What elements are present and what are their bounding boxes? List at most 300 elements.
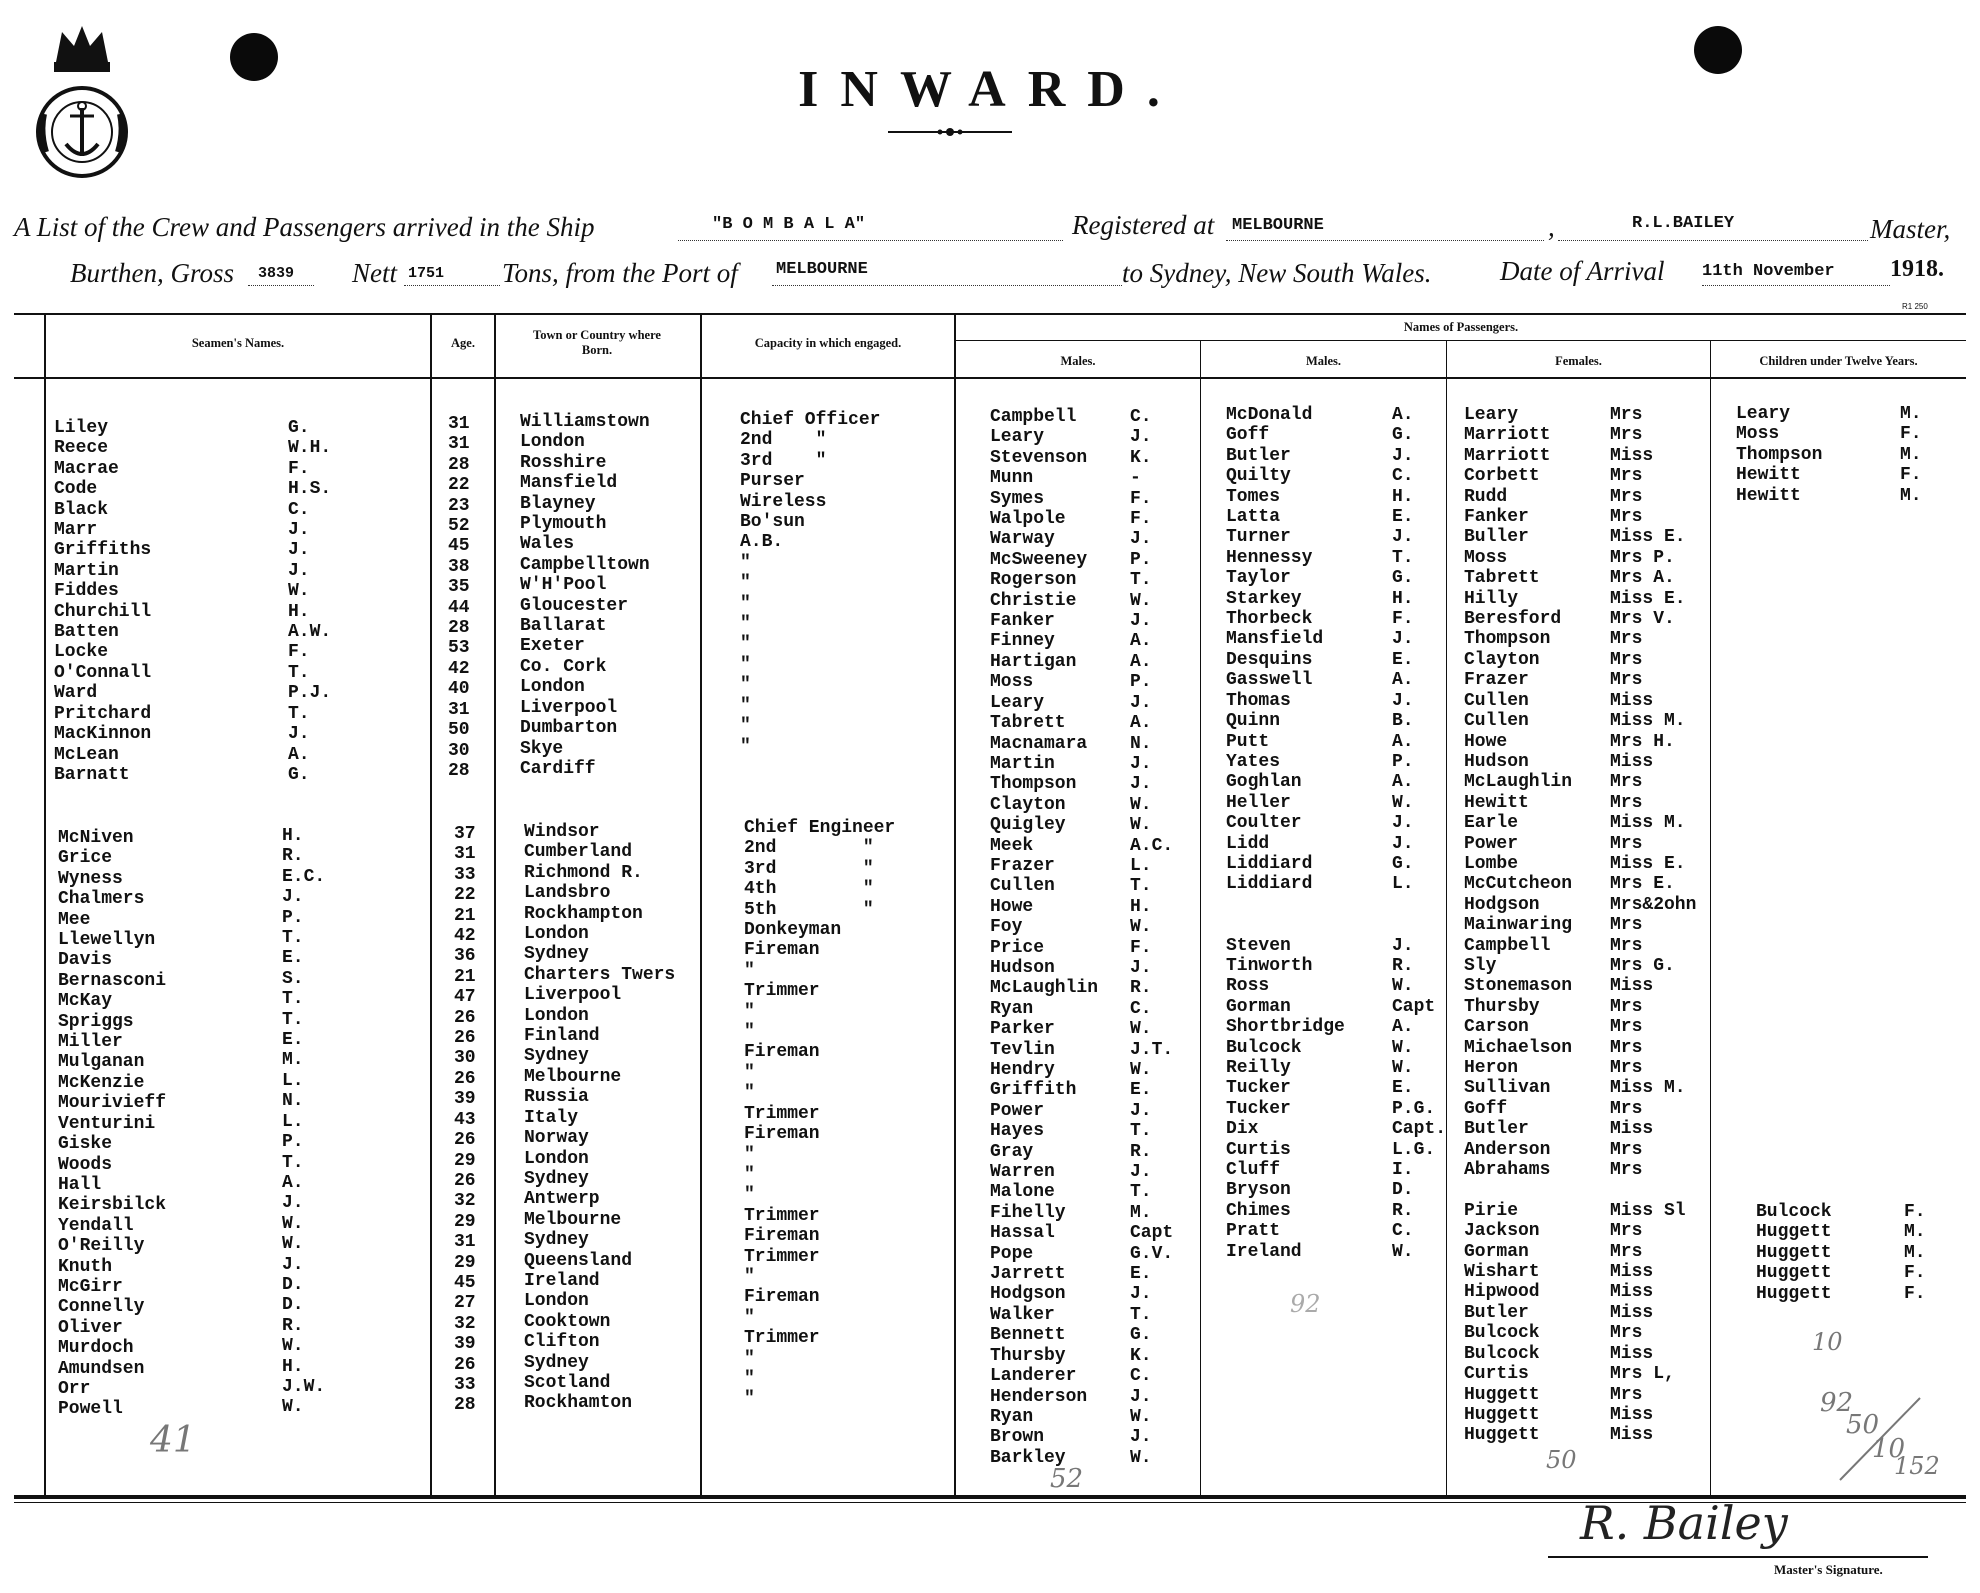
male-passenger-initials-2-entry: C.	[1392, 1221, 1414, 1242]
female-passenger-surnames-entry: Howe	[1464, 731, 1508, 752]
male-passenger-initials-2-entry: W.	[1392, 1058, 1414, 1078]
male-passenger-surnames-1-entry: Henderson	[990, 1386, 1088, 1407]
female-passenger-titles-entry: Mrs	[1610, 507, 1643, 528]
male-passenger-initials-1-entry: Capt	[1130, 1223, 1174, 1244]
male-passenger-initials-2-entry: H.	[1392, 486, 1414, 507]
arrival-date-line	[1702, 285, 1890, 286]
engine-crew-initials-entry: T.	[282, 1152, 304, 1173]
engine-crew-birthplaces-entry: Sydney	[524, 1352, 589, 1373]
male-passenger-surnames-1-entry: McLaughlin	[990, 978, 1099, 999]
male-passenger-surnames-1-entry: Hendry	[990, 1060, 1055, 1080]
female-passenger-surnames-entry: Lombe	[1464, 853, 1519, 874]
engine-crew-initials-entry: D.	[282, 1295, 304, 1316]
engine-crew-initials-entry: A.	[282, 1172, 304, 1193]
engine-crew-surnames-entry: Giske	[58, 1134, 113, 1155]
female-passenger-titles-entry: Mrs	[1610, 405, 1643, 425]
officer-capacities-entry: "	[740, 675, 751, 696]
officer-initials-entry: T.	[288, 703, 310, 724]
female-passenger-titles-entry: Mrs V.	[1610, 609, 1675, 630]
female-passenger-titles-entry: Miss	[1610, 445, 1654, 466]
male-passenger-surnames-1-entry: Howe	[990, 896, 1034, 917]
title-ornament-icon	[888, 126, 1012, 138]
engine-crew-surnames	[58, 828, 166, 1420]
engine-crew-birthplaces-entry: Melbourne	[524, 1209, 622, 1230]
officer-birthplaces-entry: Exeter	[520, 636, 585, 657]
officer-capacities-entry: "	[740, 614, 751, 635]
officer-ages-entry: 31	[448, 414, 470, 434]
female-passenger-surnames-entry: Butler	[1464, 1302, 1529, 1323]
engine-crew-ages-entry: 30	[454, 1048, 476, 1069]
engine-crew-ages-entry: 26	[454, 1007, 476, 1028]
male-passenger-initials-1-entry: C.	[1130, 998, 1152, 1019]
officer-birthplaces-entry: Mansfield	[520, 473, 618, 494]
female-passenger-titles-entry: Miss M.	[1610, 1078, 1686, 1099]
engine-crew-surnames-entry: Amundsen	[58, 1358, 145, 1379]
officer-surnames-entry: Reece	[54, 438, 109, 459]
female-passenger-titles-entry: Miss	[1610, 690, 1654, 711]
engine-crew-capacities-entry: Trimmer	[744, 981, 820, 1002]
officer-ages-entry: 42	[448, 658, 470, 679]
engine-crew-surnames-entry: Mourivieff	[58, 1093, 167, 1114]
female-passenger-titles-entry: Mrs	[1610, 996, 1643, 1017]
female-passenger-titles-entry: Miss Sl	[1610, 1200, 1686, 1221]
male-passenger-initials-1-entry: -	[1130, 468, 1141, 489]
engine-crew-capacities-entry: "	[744, 1001, 755, 1022]
engine-crew-ages-entry: 29	[454, 1211, 476, 1232]
female-passenger-titles-entry: Mrs L,	[1610, 1364, 1675, 1385]
male-passenger-initials-1-entry: A.C.	[1130, 835, 1174, 856]
female-passenger-titles-entry: Mrs	[1610, 1037, 1643, 1058]
officer-surnames-entry: Barnatt	[54, 764, 130, 785]
engine-crew-capacities-entry: "	[744, 1348, 755, 1369]
male-passenger-surnames-2-entry: Quinn	[1226, 711, 1281, 732]
male-passenger-initials-1-entry: F.	[1130, 488, 1152, 509]
male-passenger-initials-1-entry: W.	[1130, 1019, 1152, 1040]
male-passenger-initials-1-entry: T.	[1130, 876, 1152, 897]
male-passenger-initials-2-entry: J.	[1392, 813, 1414, 834]
master-name-line	[1558, 240, 1868, 241]
engine-crew-initials-entry: D.	[282, 1274, 304, 1295]
males-header-2: Males.	[1305, 354, 1342, 368]
children-surnames-2	[1756, 1202, 1832, 1304]
officer-capacities-entry: "	[740, 716, 751, 737]
engine-crew-ages-entry: 28	[454, 1395, 476, 1416]
female-passenger-surnames-entry: Heron	[1464, 1058, 1519, 1078]
officer-capacities-entry: "	[740, 634, 751, 655]
engine-crew-surnames-entry: Llewellyn	[58, 930, 156, 951]
engine-crew-capacities-entry: "	[744, 1185, 755, 1206]
male-passenger-surnames-2-entry: Turner	[1226, 527, 1291, 548]
officer-birthplaces-entry: London	[520, 432, 585, 453]
engine-crew-capacities-entry: "	[744, 1307, 755, 1328]
col-divider	[700, 314, 702, 1496]
officer-surnames-entry: Martin	[54, 560, 119, 581]
male-passenger-initials-1-entry: J.	[1130, 611, 1152, 632]
male-passenger-initials-1-entry: J.	[1130, 427, 1152, 448]
male-passenger-initials-1-entry: W.	[1130, 1060, 1152, 1080]
children-sex-2-entry: M.	[1904, 1222, 1926, 1243]
engine-crew-surnames-entry: Grice	[58, 848, 113, 869]
male-passenger-initials-1-entry: J.	[1130, 1427, 1152, 1448]
male-passenger-surnames-1-entry: Frazer	[990, 855, 1055, 876]
male-passenger-surnames-1-entry: Ryan	[990, 998, 1034, 1019]
female-passenger-titles-entry: Miss E.	[1610, 527, 1686, 548]
male-passenger-surnames-2-entry: Pratt	[1226, 1221, 1281, 1242]
male-passenger-surnames-1-entry: Symes	[990, 488, 1045, 509]
male-passenger-initials-2	[1392, 405, 1446, 1262]
male-passenger-initials-1-entry: J.	[1130, 1100, 1152, 1121]
male-passenger-surnames-2-entry	[1226, 895, 1345, 915]
children-surnames-1-entry: Leary	[1736, 404, 1791, 424]
male-passenger-initials-2-entry: J.	[1392, 690, 1414, 711]
seamen-names-header: Seamen's Names.	[191, 336, 285, 350]
male-passenger-surnames-1-entry: Walker	[990, 1304, 1055, 1325]
male-passenger-surnames-1-entry: Pope	[990, 1243, 1034, 1264]
engine-crew-surnames-entry: Oliver	[58, 1317, 123, 1338]
crew-tally: 41	[150, 1420, 196, 1461]
officer-ages-entry: 31	[448, 699, 470, 720]
officer-ages-entry: 28	[448, 760, 470, 781]
children-tally: 10	[1812, 1328, 1843, 1356]
male-passenger-surnames-2-entry: Ireland	[1226, 1241, 1302, 1262]
engine-crew-birthplaces-entry: Liverpool	[524, 985, 622, 1006]
female-passenger-titles-entry: Miss	[1610, 1404, 1654, 1425]
female-passenger-surnames	[1464, 405, 1572, 1446]
engine-crew-surnames-entry: Wyness	[58, 868, 123, 889]
male-passenger-surnames-2	[1226, 405, 1345, 1262]
male-passenger-surnames-2-entry: Quilty	[1226, 466, 1291, 487]
col-divider	[1200, 341, 1201, 1496]
male-passenger-surnames-1-entry: Moss	[990, 672, 1034, 693]
male-passenger-initials-2-entry: L.	[1392, 874, 1414, 895]
female-passenger-surnames-entry: Beresford	[1464, 609, 1562, 630]
male-passenger-initials-1-entry: J.	[1130, 753, 1152, 774]
officer-initials-entry: J.	[288, 560, 310, 581]
male-passenger-initials-1-entry: J.	[1130, 692, 1152, 713]
female-passenger-titles-entry: Mrs	[1610, 1384, 1643, 1405]
male-passenger-initials-2-entry: J.	[1392, 935, 1414, 956]
children-surnames-2-entry: Huggett	[1756, 1283, 1832, 1304]
officer-birthplaces-entry: Gloucester	[520, 595, 629, 616]
engine-crew-surnames-entry: Woods	[58, 1154, 113, 1175]
female-passenger-surnames-entry: Cullen	[1464, 711, 1529, 732]
signature-line	[1548, 1556, 1928, 1558]
females-header: Females.	[1555, 354, 1602, 368]
born-header: Town or Country where Born.	[533, 328, 661, 357]
officer-birthplaces-entry: Liverpool	[520, 697, 618, 718]
female-passenger-titles-entry: Miss E.	[1610, 853, 1686, 874]
officer-capacities	[740, 410, 880, 777]
officer-ages-entry: 31	[448, 434, 470, 455]
male-passenger-initials-2-entry: T.	[1392, 547, 1414, 568]
officer-surnames-entry: Churchill	[54, 601, 152, 622]
engine-crew-birthplaces-entry: Charters Twers	[524, 964, 676, 985]
officer-ages-entry: 38	[448, 556, 470, 577]
male-passenger-surnames-2-entry: Goff	[1226, 425, 1270, 446]
officer-birthplaces-entry: Wales	[520, 534, 575, 555]
children-sex-2-entry: F.	[1904, 1263, 1926, 1284]
officer-capacities-entry	[740, 757, 880, 777]
list-heading-label: A List of the Crew and Passengers arrived in the Ship	[14, 212, 595, 242]
male-passenger-surnames-2-entry: Tucker	[1226, 1098, 1291, 1119]
children-surnames-2-entry: Huggett	[1756, 1222, 1832, 1243]
engine-crew-birthplaces-entry: Ireland	[524, 1270, 600, 1291]
male-passenger-surnames-2-entry: Bryson	[1226, 1180, 1291, 1201]
female-passenger-surnames-entry: Cullen	[1464, 690, 1529, 711]
children-header: Children under Twelve Years.	[1759, 354, 1918, 368]
officer-birthplaces-entry: Campbelltown	[520, 554, 650, 575]
female-passenger-surnames-entry: Hewitt	[1464, 792, 1529, 813]
officer-initials-entry: F.	[288, 642, 310, 663]
male-passenger-surnames-2-entry: Starkey	[1226, 588, 1302, 609]
male-passenger-surnames-1-entry: Foy	[990, 917, 1023, 938]
male-passenger-initials-1-entry: A.	[1130, 713, 1152, 734]
male-passenger-surnames-1-entry: Bennett	[990, 1325, 1066, 1346]
male-passenger-surnames-2-entry: Thomas	[1226, 690, 1291, 711]
female-passenger-surnames-entry: Sly	[1464, 955, 1497, 976]
engine-crew-initials-entry: P.	[282, 907, 304, 928]
male-passenger-initials-2-entry: C.	[1392, 466, 1414, 487]
children-surnames-1-entry: Thompson	[1736, 444, 1823, 465]
female-passenger-titles-entry: Miss E.	[1610, 588, 1686, 609]
male-passenger-initials-2-entry: G.	[1392, 853, 1414, 874]
engine-crew-initials-entry: R.	[282, 1315, 304, 1336]
male-passenger-initials-2-entry: A.	[1392, 772, 1414, 793]
officer-surnames-entry: Locke	[54, 642, 109, 663]
officer-initials-entry: J.	[288, 520, 310, 541]
engine-crew-birthplaces-entry: London	[524, 1291, 589, 1312]
male-passenger-initials-2-entry: J.	[1392, 445, 1414, 466]
female-passenger-titles-entry: Mrs	[1610, 486, 1643, 507]
officer-initials-entry: P.J.	[288, 683, 332, 704]
female-passenger-surnames-entry: Rudd	[1464, 486, 1508, 507]
engine-crew-capacities-entry: Fireman	[744, 1124, 820, 1145]
male-passenger-surnames-1-entry: Stevenson	[990, 447, 1088, 468]
engine-crew-initials-entry: J.	[282, 1254, 304, 1275]
engine-crew-ages-entry: 26	[454, 1028, 476, 1049]
female-passenger-surnames-entry: Bulcock	[1464, 1343, 1540, 1364]
engine-crew-surnames-entry: Connelly	[58, 1297, 145, 1318]
male-passenger-initials-2-entry: G.	[1392, 568, 1414, 589]
female-passenger-titles-entry: Mrs G.	[1610, 955, 1675, 976]
officer-initials-entry: G.	[288, 764, 310, 785]
female-passenger-surnames-entry: Bulcock	[1464, 1323, 1540, 1344]
female-passenger-titles-entry: Mrs	[1610, 466, 1643, 487]
male-passenger-surnames-1-entry: McSweeney	[990, 549, 1088, 570]
children-surnames-1-entry: Hewitt	[1736, 465, 1801, 486]
males1-tally: 52	[1050, 1464, 1084, 1494]
officer-birthplaces-entry: Co. Cork	[520, 656, 607, 677]
engine-crew-initials-entry: W.	[282, 1336, 304, 1357]
tons-from-label: Tons, from the Port of	[502, 258, 738, 288]
female-passenger-titles	[1610, 405, 1696, 1446]
engine-crew-initials-entry: T.	[282, 989, 304, 1010]
master-signature: R. Bailey	[1580, 1496, 1788, 1550]
male-passenger-initials-2-entry: Capt	[1392, 996, 1436, 1017]
male-passenger-initials-1	[1130, 407, 1173, 1468]
engine-crew-birthplaces-entry: Scotland	[524, 1372, 611, 1393]
engine-crew-capacities-entry: Trimmer	[744, 1246, 820, 1267]
male-passenger-initials-1-entry: T.	[1130, 570, 1152, 591]
engine-crew-birthplaces-entry: London	[524, 1148, 589, 1169]
male-passenger-initials-2-entry: P.	[1392, 751, 1414, 772]
female-passenger-titles-entry: Mrs	[1610, 425, 1643, 446]
male-passenger-initials-1-entry: P.	[1130, 672, 1152, 693]
engine-crew-ages-entry: 26	[454, 1170, 476, 1191]
female-passenger-titles-entry: Mrs	[1610, 833, 1643, 854]
officer-surnames-entry: O'Connall	[54, 662, 152, 683]
male-passenger-initials-1-entry: W.	[1130, 1406, 1152, 1427]
officer-ages-entry: 30	[448, 740, 470, 761]
male-passenger-surnames-1	[990, 407, 1098, 1468]
officer-birthplaces-entry: Blayney	[520, 493, 596, 514]
engine-crew-initials-entry: L.	[282, 1070, 304, 1091]
engine-crew-birthplaces-entry: London	[524, 1005, 589, 1026]
male-passenger-surnames-2-entry: Desquins	[1226, 649, 1313, 670]
male-passenger-surnames-2-entry	[1226, 915, 1345, 935]
male-passenger-initials-2-entry: W.	[1392, 792, 1414, 813]
engine-crew-ages-entry: 36	[454, 946, 476, 967]
officer-capacities-entry: 2nd "	[740, 430, 827, 451]
children-surnames-1	[1736, 404, 1822, 506]
signature-label: Master's Signature.	[1774, 1562, 1883, 1577]
form-reference: R1 250	[1902, 302, 1928, 311]
male-passenger-initials-2-entry: J.	[1392, 629, 1414, 650]
from-port-line	[772, 285, 1122, 286]
officer-initials	[288, 418, 331, 785]
male-passenger-surnames-2-entry: Gorman	[1226, 996, 1291, 1017]
ship-name-line	[678, 240, 1063, 241]
officer-birthplaces	[520, 412, 650, 779]
female-passenger-surnames-entry: Thompson	[1464, 629, 1551, 650]
engine-crew-surnames-entry: Mulganan	[58, 1052, 145, 1073]
male-passenger-surnames-1-entry: Hudson	[990, 957, 1055, 978]
male-passenger-initials-1-entry: C.	[1130, 1366, 1152, 1387]
registered-port-line	[1226, 240, 1544, 241]
female-passenger-titles-entry: Mrs	[1610, 1017, 1643, 1038]
engine-crew-capacities-entry: "	[744, 1083, 755, 1104]
female-passenger-surnames-entry: Pirie	[1464, 1200, 1519, 1221]
children-surnames-1-entry: Hewitt	[1736, 485, 1801, 506]
female-passenger-surnames-entry: Jackson	[1464, 1221, 1540, 1242]
officer-surnames-entry: Batten	[54, 622, 119, 643]
total-line-1: 92	[1820, 1388, 1854, 1418]
engine-crew-surnames-entry: Keirsbilck	[58, 1195, 167, 1216]
total-line-2: 50	[1846, 1410, 1880, 1440]
male-passenger-initials-1-entry: T.	[1130, 1182, 1152, 1203]
female-passenger-surnames-entry: Moss	[1464, 547, 1508, 568]
col-divider	[44, 314, 46, 1496]
male-passenger-initials-1-entry: J.	[1130, 1284, 1152, 1305]
male-passenger-surnames-1-entry: Cullen	[990, 876, 1055, 897]
engine-crew-birthplaces-entry: Sydney	[524, 1168, 589, 1189]
officer-capacities-entry: Purser	[740, 471, 805, 492]
engine-crew-capacities-entry: 5th "	[744, 899, 874, 920]
engine-crew-surnames-entry: Powell	[58, 1399, 123, 1420]
female-passenger-surnames-entry: Mainwaring	[1464, 915, 1573, 936]
engine-crew-capacities-entry: "	[744, 1062, 755, 1083]
male-passenger-surnames-1-entry: Ryan	[990, 1406, 1034, 1427]
male-passenger-surnames-2-entry: Steven	[1226, 935, 1291, 956]
pencil-totals	[1810, 1388, 1940, 1488]
engine-crew-surnames-entry: McKay	[58, 991, 113, 1012]
female-passenger-titles-entry: Mrs	[1610, 1241, 1643, 1262]
male-passenger-surnames-2-entry: McDonald	[1226, 405, 1313, 425]
officer-initials-entry: F.	[288, 458, 310, 479]
male-passenger-initials-2-entry: A.	[1392, 1017, 1414, 1038]
officer-birthplaces-entry: Rosshire	[520, 452, 607, 473]
female-passenger-surnames-entry: McLaughlin	[1464, 772, 1573, 793]
male-passenger-surnames-1-entry: Tevlin	[990, 1039, 1055, 1060]
male-passenger-initials-2-entry: A.	[1392, 405, 1414, 425]
male-passenger-initials-1-entry: J.	[1130, 529, 1152, 550]
gross-line	[248, 285, 314, 286]
officer-surnames-entry: Fiddes	[54, 581, 119, 602]
officer-initials-entry: T.	[288, 662, 310, 683]
female-passenger-surnames-entry: Abrahams	[1464, 1160, 1551, 1181]
capacity-header: Capacity in which engaged.	[754, 336, 902, 350]
male-passenger-initials-2-entry	[1392, 915, 1446, 935]
male-passenger-initials-2-entry: E.	[1392, 507, 1414, 528]
engine-crew-ages-entry: 26	[454, 1068, 476, 1089]
female-passenger-titles-entry: Miss	[1610, 1302, 1654, 1323]
male-passenger-surnames-1-entry: Landerer	[990, 1366, 1077, 1387]
passengers-header: Names of Passengers.	[1403, 320, 1519, 334]
female-passenger-surnames-entry: Tabrett	[1464, 568, 1540, 589]
male-passenger-surnames-1-entry: Warren	[990, 1162, 1055, 1183]
female-passenger-surnames-entry: Marriott	[1464, 425, 1551, 446]
engine-crew-surnames-entry: Mee	[58, 909, 91, 930]
children-surnames-2-entry: Bulcock	[1756, 1202, 1832, 1222]
male-passenger-initials-1-entry: J.	[1130, 1386, 1152, 1407]
officer-capacities-entry: Chief Officer	[740, 410, 881, 430]
engine-crew-capacities-entry: Donkeyman	[744, 920, 842, 941]
female-passenger-surnames-entry: McCutcheon	[1464, 874, 1573, 895]
male-passenger-initials-2-entry: A.	[1392, 670, 1414, 691]
male-passenger-initials-2-entry: J.	[1392, 527, 1414, 548]
engine-crew-birthplaces-entry: Rockhamton	[524, 1393, 633, 1414]
male-passenger-initials-1-entry: R.	[1130, 978, 1152, 999]
officer-ages	[448, 414, 470, 781]
engine-crew-ages	[454, 824, 476, 1416]
male-passenger-initials-2-entry: E.	[1392, 649, 1414, 670]
male-passenger-surnames-1-entry: Leary	[990, 692, 1045, 713]
male-passenger-initials-2-entry: B.	[1392, 711, 1414, 732]
engine-crew-ages-entry: 22	[454, 885, 476, 906]
male-passenger-initials-1-entry: G.	[1130, 1325, 1152, 1346]
comma: ,	[1548, 212, 1555, 242]
male-passenger-surnames-2-entry: Taylor	[1226, 568, 1291, 589]
male-passenger-surnames-2-entry: Tinworth	[1226, 955, 1313, 976]
male-passenger-surnames-2-entry: Dix	[1226, 1119, 1259, 1140]
female-passenger-surnames-entry: Frazer	[1464, 670, 1529, 691]
engine-crew-ages-entry: 31	[454, 844, 476, 865]
engine-crew-initials	[282, 826, 325, 1418]
female-passenger-titles-entry: Mrs	[1610, 915, 1643, 936]
female-passenger-titles-entry: Mrs A.	[1610, 568, 1675, 589]
col-divider	[954, 314, 956, 1496]
male-passenger-surnames-1-entry: Brown	[990, 1427, 1045, 1448]
tally-slash-icon	[1810, 1388, 1930, 1488]
male-passenger-initials-1-entry: E.	[1130, 1080, 1152, 1101]
passengers-subrule	[956, 340, 1966, 341]
female-passenger-titles-entry: Miss	[1610, 1262, 1654, 1283]
male-passenger-surnames-1-entry: Tabrett	[990, 713, 1066, 734]
female-passenger-surnames-entry: Michaelson	[1464, 1037, 1573, 1058]
male-passenger-surnames-1-entry: Clayton	[990, 794, 1066, 815]
male-passenger-initials-2-entry: F.	[1392, 609, 1414, 630]
children-sex-1	[1900, 404, 1922, 506]
